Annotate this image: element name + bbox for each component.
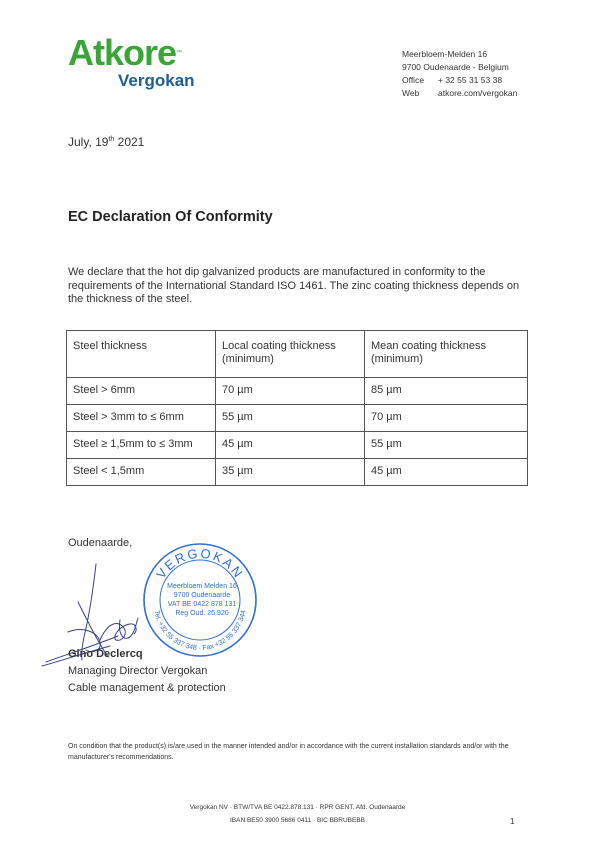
office-label: Office — [402, 75, 425, 85]
signer-department: Cable management & protection — [68, 682, 226, 694]
footer-line-1: Vergokan NV · BTW/TVA BE 0422.878.131 · RPR GENT, Afd. Oudenaarde — [189, 804, 406, 811]
table-cell: Steel < 1,5mm — [67, 459, 216, 486]
address-line-1: Meerbloem-Melden 16 — [402, 49, 488, 59]
header-steel-thickness: Steel thickness — [67, 331, 216, 378]
logo-wordmark: Atkore — [68, 32, 177, 73]
table-cell: 70 µm — [216, 378, 365, 405]
table-cell: 55 µm — [216, 405, 365, 432]
stamp-ring-text: Tel. +32 55 337 348 - Fax +32 55 337 344 — [152, 609, 248, 652]
logo-subbrand: Vergokan — [118, 71, 195, 90]
table-row — [67, 405, 528, 432]
coating-thickness-table — [66, 330, 528, 486]
table-row — [67, 378, 528, 405]
table-cell: 85 µm — [365, 378, 528, 405]
table-cell: Steel ≥ 1,5mm to ≤ 3mm — [67, 432, 216, 459]
table-cell: 35 µm — [216, 459, 365, 486]
declaration-text: We declare that the hot dip galvanized products are manufactured in conformity to the requirements of the International Standard ISO 1461. The zinc coating thickness depends on the thickness of the steel. — [68, 266, 520, 305]
logo-trademark: ™ — [176, 50, 183, 56]
address-line-2: 9700 Oudenaarde - Belgium — [402, 62, 509, 72]
footnote: On condition that the product(s) is/are used in the manner intended and/or in accordance with the current installation standards and/or with the manufacturer's recommendations. — [68, 743, 509, 761]
date-text: July, 19 — [68, 135, 109, 149]
stamp-line-3: VAT BE 0422 878 131 — [167, 601, 237, 608]
web-label: Web — [402, 88, 420, 98]
stamp-line-4: Reg Oud. 26 920 — [175, 610, 229, 617]
header-local-coating: Local coating thickness (minimum) — [216, 331, 365, 378]
table-row — [67, 459, 528, 486]
stamp-line-1: Meerbloem Melden 16 — [167, 583, 237, 590]
table-header-row — [67, 331, 528, 378]
page-number: 1 — [510, 817, 515, 826]
company-logo — [68, 32, 183, 73]
footer-line-2: IBAN BE50 3900 5686 0411 · BIC BBRUBEBB — [229, 817, 365, 824]
date-suffix: th — [108, 136, 115, 143]
header-mean-coating: Mean coating thickness (minimum) — [365, 331, 528, 378]
signer-role: Managing Director Vergokan — [68, 665, 208, 677]
table-cell: Steel > 3mm to ≤ 6mm — [67, 405, 216, 432]
table-cell: Steel > 6mm — [67, 378, 216, 405]
table-cell: 45 µm — [365, 459, 528, 486]
table-cell: 45 µm — [216, 432, 365, 459]
signer-name: Gino Declercq — [68, 648, 143, 660]
company-address — [402, 48, 517, 100]
office-phone: + 32 55 31 53 38 — [438, 75, 503, 85]
date-year: 2021 — [114, 135, 145, 149]
table-cell: 70 µm — [365, 405, 528, 432]
svg-text:VERGOKAN — [153, 546, 247, 582]
signer-block — [68, 646, 226, 697]
signing-place: Oudenaarde, — [68, 537, 133, 549]
table-row — [67, 432, 528, 459]
company-stamp — [140, 540, 260, 660]
stamp-arc-text: VERGOKAN — [153, 545, 247, 582]
table-cell: 55 µm — [365, 432, 528, 459]
web-address: atkore.com/vergokan — [438, 88, 518, 98]
document-date — [68, 135, 144, 149]
stamp-line-2: 9700 Oudenaarde — [173, 592, 231, 599]
document-title: EC Declaration Of Conformity — [68, 209, 273, 225]
